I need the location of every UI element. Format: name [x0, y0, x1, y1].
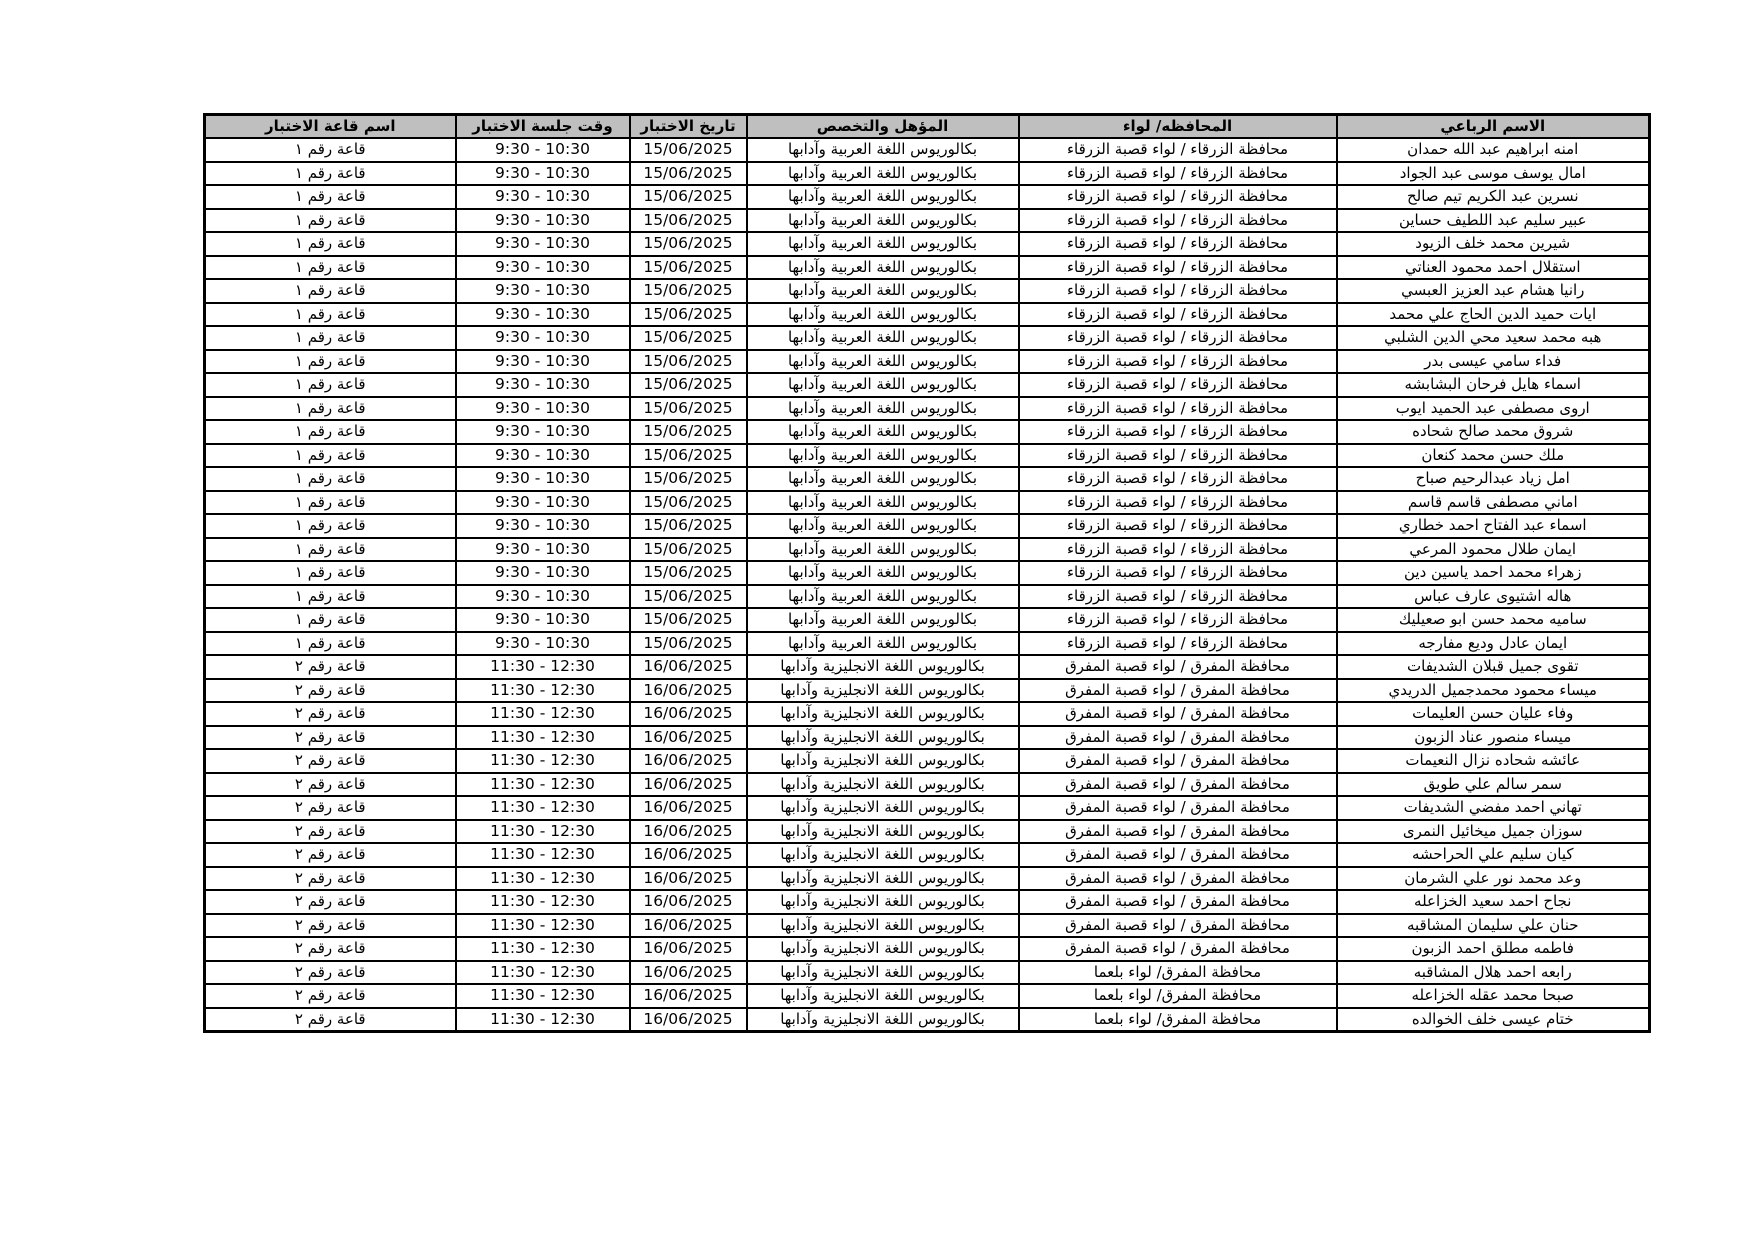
cell-hall: قاعة رقم ٢ — [205, 1008, 456, 1032]
cell-qual: بكالوريوس اللغة العربية وآدابها — [747, 538, 1019, 562]
cell-gov: محافظة الزرقاء / لواء قصبة الزرقاء — [1019, 138, 1337, 162]
cell-gov: محافظة الزرقاء / لواء قصبة الزرقاء — [1019, 467, 1337, 491]
cell-date: 15/06/2025 — [630, 444, 747, 468]
column-header-qual: المؤهل والتخصص — [747, 115, 1019, 139]
cell-date: 16/06/2025 — [630, 984, 747, 1008]
cell-hall: قاعة رقم ١ — [205, 350, 456, 374]
cell-time: 9:30 - 10:30 — [456, 256, 630, 280]
cell-time: 11:30 - 12:30 — [456, 984, 630, 1008]
cell-qual: بكالوريوس اللغة العربية وآدابها — [747, 326, 1019, 350]
cell-date: 16/06/2025 — [630, 702, 747, 726]
cell-hall: قاعة رقم ١ — [205, 232, 456, 256]
cell-time: 9:30 - 10:30 — [456, 279, 630, 303]
cell-name: هبه محمد سعيد محي الدين الشلبي — [1337, 326, 1650, 350]
cell-time: 11:30 - 12:30 — [456, 773, 630, 797]
cell-date: 16/06/2025 — [630, 843, 747, 867]
table-row — [205, 773, 1650, 797]
table-row — [205, 1008, 1650, 1032]
cell-time: 11:30 - 12:30 — [456, 655, 630, 679]
cell-name: اماني مصطفى قاسم قاسم — [1337, 491, 1650, 515]
cell-gov: محافظة المفرق/ لواء بلعما — [1019, 984, 1337, 1008]
table-row — [205, 209, 1650, 233]
cell-gov: محافظة المفرق/ لواء بلعما — [1019, 961, 1337, 985]
cell-name: شيرين محمد خلف الزيود — [1337, 232, 1650, 256]
cell-time: 11:30 - 12:30 — [456, 867, 630, 891]
cell-qual: بكالوريوس اللغة العربية وآدابها — [747, 209, 1019, 233]
cell-name: تقوى جميل قبلان الشديفات — [1337, 655, 1650, 679]
cell-name: امنه ابراهيم عبد الله حمدان — [1337, 138, 1650, 162]
cell-time: 9:30 - 10:30 — [456, 561, 630, 585]
cell-qual: بكالوريوس اللغة الانجليزية وآدابها — [747, 984, 1019, 1008]
table-row — [205, 397, 1650, 421]
cell-gov: محافظة الزرقاء / لواء قصبة الزرقاء — [1019, 256, 1337, 280]
cell-name: ختام عيسى خلف الخوالده — [1337, 1008, 1650, 1032]
cell-gov: محافظة المفرق / لواء قصبة المفرق — [1019, 655, 1337, 679]
table-row — [205, 420, 1650, 444]
cell-name: فداء سامي عيسى بدر — [1337, 350, 1650, 374]
cell-gov: محافظة الزرقاء / لواء قصبة الزرقاء — [1019, 373, 1337, 397]
cell-date: 15/06/2025 — [630, 138, 747, 162]
cell-hall: قاعة رقم ١ — [205, 397, 456, 421]
cell-date: 16/06/2025 — [630, 1008, 747, 1032]
cell-qual: بكالوريوس اللغة الانجليزية وآدابها — [747, 726, 1019, 750]
cell-qual: بكالوريوس اللغة العربية وآدابها — [747, 491, 1019, 515]
cell-time: 9:30 - 10:30 — [456, 467, 630, 491]
cell-gov: محافظة المفرق / لواء قصبة المفرق — [1019, 679, 1337, 703]
column-header-gov: المحافظه/ لواء — [1019, 115, 1337, 139]
cell-name: تهاني احمد مفضي الشديفات — [1337, 796, 1650, 820]
cell-hall: قاعة رقم ٢ — [205, 679, 456, 703]
cell-time: 9:30 - 10:30 — [456, 608, 630, 632]
cell-gov: محافظة المفرق / لواء قصبة المفرق — [1019, 749, 1337, 773]
cell-date: 15/06/2025 — [630, 256, 747, 280]
cell-qual: بكالوريوس اللغة العربية وآدابها — [747, 561, 1019, 585]
cell-gov: محافظة الزرقاء / لواء قصبة الزرقاء — [1019, 232, 1337, 256]
cell-gov: محافظة الزرقاء / لواء قصبة الزرقاء — [1019, 350, 1337, 374]
table-row — [205, 138, 1650, 162]
cell-qual: بكالوريوس اللغة الانجليزية وآدابها — [747, 820, 1019, 844]
cell-hall: قاعة رقم ٢ — [205, 984, 456, 1008]
cell-hall: قاعة رقم ١ — [205, 491, 456, 515]
table-row — [205, 467, 1650, 491]
cell-date: 15/06/2025 — [630, 585, 747, 609]
table-row — [205, 937, 1650, 961]
table-row — [205, 585, 1650, 609]
table-row — [205, 326, 1650, 350]
cell-name: اسماء هايل فرحان البشابشه — [1337, 373, 1650, 397]
cell-qual: بكالوريوس اللغة العربية وآدابها — [747, 232, 1019, 256]
cell-date: 16/06/2025 — [630, 749, 747, 773]
cell-qual: بكالوريوس اللغة العربية وآدابها — [747, 162, 1019, 186]
cell-name: استقلال احمد محمود العناتي — [1337, 256, 1650, 280]
cell-time: 11:30 - 12:30 — [456, 890, 630, 914]
cell-gov: محافظة الزرقاء / لواء قصبة الزرقاء — [1019, 561, 1337, 585]
cell-name: سمر سالم علي طويق — [1337, 773, 1650, 797]
table-row — [205, 514, 1650, 538]
cell-hall: قاعة رقم ١ — [205, 185, 456, 209]
cell-gov: محافظة الزرقاء / لواء قصبة الزرقاء — [1019, 514, 1337, 538]
cell-time: 9:30 - 10:30 — [456, 232, 630, 256]
table-row — [205, 726, 1650, 750]
cell-date: 15/06/2025 — [630, 350, 747, 374]
cell-name: ملك حسن محمد كنعان — [1337, 444, 1650, 468]
cell-qual: بكالوريوس اللغة العربية وآدابها — [747, 256, 1019, 280]
cell-qual: بكالوريوس اللغة الانجليزية وآدابها — [747, 773, 1019, 797]
column-header-date: تاريخ الاختبار — [630, 115, 747, 139]
cell-qual: بكالوريوس اللغة العربية وآدابها — [747, 585, 1019, 609]
cell-name: رابعه احمد هلال المشاقبه — [1337, 961, 1650, 985]
cell-time: 11:30 - 12:30 — [456, 726, 630, 750]
cell-name: سوزان جميل ميخائيل النمرى — [1337, 820, 1650, 844]
cell-gov: محافظة الزرقاء / لواء قصبة الزرقاء — [1019, 420, 1337, 444]
table-row — [205, 491, 1650, 515]
cell-time: 11:30 - 12:30 — [456, 820, 630, 844]
table-row — [205, 538, 1650, 562]
cell-hall: قاعة رقم ٢ — [205, 820, 456, 844]
cell-date: 16/06/2025 — [630, 890, 747, 914]
cell-name: رانيا هشام عبد العزيز العبسي — [1337, 279, 1650, 303]
cell-date: 16/06/2025 — [630, 679, 747, 703]
cell-date: 15/06/2025 — [630, 561, 747, 585]
table-row — [205, 749, 1650, 773]
cell-hall: قاعة رقم ١ — [205, 279, 456, 303]
cell-name: نجاح احمد سعيد الخزاعله — [1337, 890, 1650, 914]
table-row — [205, 702, 1650, 726]
table-row — [205, 162, 1650, 186]
cell-hall: قاعة رقم ١ — [205, 632, 456, 656]
cell-name: هاله اشتيوى عارف عباس — [1337, 585, 1650, 609]
cell-qual: بكالوريوس اللغة العربية وآدابها — [747, 420, 1019, 444]
cell-date: 16/06/2025 — [630, 726, 747, 750]
cell-qual: بكالوريوس اللغة العربية وآدابها — [747, 514, 1019, 538]
cell-date: 15/06/2025 — [630, 397, 747, 421]
cell-hall: قاعة رقم ٢ — [205, 796, 456, 820]
cell-date: 15/06/2025 — [630, 632, 747, 656]
cell-date: 15/06/2025 — [630, 538, 747, 562]
cell-time: 11:30 - 12:30 — [456, 1008, 630, 1032]
cell-date: 15/06/2025 — [630, 467, 747, 491]
cell-name: عبير سليم عبد اللطيف حساين — [1337, 209, 1650, 233]
cell-date: 15/06/2025 — [630, 162, 747, 186]
cell-gov: محافظة المفرق / لواء قصبة المفرق — [1019, 867, 1337, 891]
cell-hall: قاعة رقم ١ — [205, 420, 456, 444]
cell-hall: قاعة رقم ١ — [205, 162, 456, 186]
column-header-name: الاسم الرباعي — [1337, 115, 1650, 139]
table-row — [205, 561, 1650, 585]
cell-name: صبحا محمد عقله الخزاعله — [1337, 984, 1650, 1008]
cell-qual: بكالوريوس اللغة الانجليزية وآدابها — [747, 702, 1019, 726]
cell-gov: محافظة الزرقاء / لواء قصبة الزرقاء — [1019, 632, 1337, 656]
cell-time: 9:30 - 10:30 — [456, 162, 630, 186]
cell-gov: محافظة الزرقاء / لواء قصبة الزرقاء — [1019, 585, 1337, 609]
cell-time: 9:30 - 10:30 — [456, 420, 630, 444]
cell-hall: قاعة رقم ٢ — [205, 890, 456, 914]
cell-hall: قاعة رقم ٢ — [205, 726, 456, 750]
cell-date: 15/06/2025 — [630, 303, 747, 327]
cell-hall: قاعة رقم ١ — [205, 138, 456, 162]
cell-gov: محافظة المفرق / لواء قصبة المفرق — [1019, 773, 1337, 797]
cell-hall: قاعة رقم ١ — [205, 585, 456, 609]
cell-hall: قاعة رقم ١ — [205, 467, 456, 491]
cell-gov: محافظة الزرقاء / لواء قصبة الزرقاء — [1019, 397, 1337, 421]
cell-qual: بكالوريوس اللغة الانجليزية وآدابها — [747, 749, 1019, 773]
cell-name: ايمان طلال محمود المرعي — [1337, 538, 1650, 562]
cell-time: 11:30 - 12:30 — [456, 843, 630, 867]
cell-name: نسرين عبد الكريم تيم صالح — [1337, 185, 1650, 209]
cell-time: 11:30 - 12:30 — [456, 937, 630, 961]
cell-name: ميساء محمود محمدجميل الدريدي — [1337, 679, 1650, 703]
cell-hall: قاعة رقم ٢ — [205, 655, 456, 679]
cell-gov: محافظة المفرق / لواء قصبة المفرق — [1019, 726, 1337, 750]
cell-date: 15/06/2025 — [630, 420, 747, 444]
cell-qual: بكالوريوس اللغة الانجليزية وآدابها — [747, 796, 1019, 820]
table-row — [205, 232, 1650, 256]
cell-hall: قاعة رقم ٢ — [205, 867, 456, 891]
table-row — [205, 820, 1650, 844]
column-header-time: وقت جلسة الاختبار — [456, 115, 630, 139]
cell-time: 9:30 - 10:30 — [456, 303, 630, 327]
cell-gov: محافظة المفرق / لواء قصبة المفرق — [1019, 820, 1337, 844]
table-row — [205, 984, 1650, 1008]
cell-time: 9:30 - 10:30 — [456, 209, 630, 233]
cell-gov: محافظة المفرق/ لواء بلعما — [1019, 1008, 1337, 1032]
cell-time: 9:30 - 10:30 — [456, 585, 630, 609]
cell-hall: قاعة رقم ٢ — [205, 961, 456, 985]
cell-time: 9:30 - 10:30 — [456, 491, 630, 515]
cell-hall: قاعة رقم ١ — [205, 444, 456, 468]
cell-time: 9:30 - 10:30 — [456, 538, 630, 562]
cell-qual: بكالوريوس اللغة العربية وآدابها — [747, 467, 1019, 491]
cell-hall: قاعة رقم ٢ — [205, 749, 456, 773]
cell-date: 16/06/2025 — [630, 820, 747, 844]
cell-qual: بكالوريوس اللغة العربية وآدابها — [747, 350, 1019, 374]
cell-time: 9:30 - 10:30 — [456, 514, 630, 538]
cell-gov: محافظة الزرقاء / لواء قصبة الزرقاء — [1019, 162, 1337, 186]
cell-hall: قاعة رقم ٢ — [205, 773, 456, 797]
cell-gov: محافظة الزرقاء / لواء قصبة الزرقاء — [1019, 185, 1337, 209]
cell-qual: بكالوريوس اللغة الانجليزية وآدابها — [747, 937, 1019, 961]
cell-date: 16/06/2025 — [630, 937, 747, 961]
table-row — [205, 679, 1650, 703]
cell-gov: محافظة الزرقاء / لواء قصبة الزرقاء — [1019, 209, 1337, 233]
cell-qual: بكالوريوس اللغة العربية وآدابها — [747, 444, 1019, 468]
cell-date: 15/06/2025 — [630, 608, 747, 632]
cell-time: 9:30 - 10:30 — [456, 632, 630, 656]
cell-gov: محافظة المفرق / لواء قصبة المفرق — [1019, 702, 1337, 726]
cell-hall: قاعة رقم ٢ — [205, 843, 456, 867]
cell-gov: محافظة الزرقاء / لواء قصبة الزرقاء — [1019, 608, 1337, 632]
cell-date: 16/06/2025 — [630, 796, 747, 820]
cell-hall: قاعة رقم ١ — [205, 373, 456, 397]
cell-hall: قاعة رقم ١ — [205, 209, 456, 233]
table-row — [205, 914, 1650, 938]
cell-time: 11:30 - 12:30 — [456, 961, 630, 985]
cell-name: وعد محمد نور علي الشرمان — [1337, 867, 1650, 891]
table-row — [205, 890, 1650, 914]
cell-hall: قاعة رقم ١ — [205, 326, 456, 350]
cell-date: 16/06/2025 — [630, 961, 747, 985]
table-row — [205, 256, 1650, 280]
cell-name: زهراء محمد احمد ياسين دين — [1337, 561, 1650, 585]
cell-gov: محافظة المفرق / لواء قصبة المفرق — [1019, 890, 1337, 914]
cell-time: 9:30 - 10:30 — [456, 138, 630, 162]
cell-time: 9:30 - 10:30 — [456, 350, 630, 374]
cell-date: 15/06/2025 — [630, 209, 747, 233]
cell-gov: محافظة الزرقاء / لواء قصبة الزرقاء — [1019, 326, 1337, 350]
cell-gov: محافظة المفرق / لواء قصبة المفرق — [1019, 843, 1337, 867]
table-header-row — [205, 115, 1650, 139]
cell-date: 15/06/2025 — [630, 514, 747, 538]
cell-qual: بكالوريوس اللغة العربية وآدابها — [747, 138, 1019, 162]
table-row — [205, 843, 1650, 867]
table-row — [205, 796, 1650, 820]
cell-gov: محافظة الزرقاء / لواء قصبة الزرقاء — [1019, 303, 1337, 327]
cell-time: 9:30 - 10:30 — [456, 185, 630, 209]
table-row — [205, 961, 1650, 985]
cell-gov: محافظة الزرقاء / لواء قصبة الزرقاء — [1019, 491, 1337, 515]
cell-date: 15/06/2025 — [630, 373, 747, 397]
table-body — [205, 138, 1650, 1032]
cell-qual: بكالوريوس اللغة الانجليزية وآدابها — [747, 961, 1019, 985]
cell-time: 9:30 - 10:30 — [456, 397, 630, 421]
cell-name: ميساء منصور عناد الزبون — [1337, 726, 1650, 750]
table-row — [205, 608, 1650, 632]
cell-date: 15/06/2025 — [630, 185, 747, 209]
cell-hall: قاعة رقم ١ — [205, 561, 456, 585]
cell-date: 15/06/2025 — [630, 326, 747, 350]
cell-date: 15/06/2025 — [630, 279, 747, 303]
table-row — [205, 303, 1650, 327]
cell-hall: قاعة رقم ١ — [205, 538, 456, 562]
cell-gov: محافظة الزرقاء / لواء قصبة الزرقاء — [1019, 444, 1337, 468]
cell-name: اروى مصطفى عبد الحميد ايوب — [1337, 397, 1650, 421]
cell-name: ساميه محمد حسن ابو صعيليك — [1337, 608, 1650, 632]
cell-hall: قاعة رقم ١ — [205, 256, 456, 280]
table-row — [205, 444, 1650, 468]
cell-name: عائشه شحاده نزال النعيمات — [1337, 749, 1650, 773]
table-row — [205, 350, 1650, 374]
cell-qual: بكالوريوس اللغة الانجليزية وآدابها — [747, 679, 1019, 703]
cell-time: 11:30 - 12:30 — [456, 679, 630, 703]
cell-qual: بكالوريوس اللغة الانجليزية وآدابها — [747, 867, 1019, 891]
table-row — [205, 655, 1650, 679]
cell-date: 16/06/2025 — [630, 914, 747, 938]
table-row — [205, 373, 1650, 397]
cell-name: اسماء عبد الفتاح احمد خطاري — [1337, 514, 1650, 538]
cell-hall: قاعة رقم ٢ — [205, 914, 456, 938]
cell-time: 11:30 - 12:30 — [456, 749, 630, 773]
cell-hall: قاعة رقم ٢ — [205, 937, 456, 961]
cell-date: 16/06/2025 — [630, 773, 747, 797]
table-row — [205, 279, 1650, 303]
cell-hall: قاعة رقم ٢ — [205, 702, 456, 726]
cell-hall: قاعة رقم ١ — [205, 303, 456, 327]
cell-name: امل زياد عبدالرحيم صباح — [1337, 467, 1650, 491]
cell-name: كيان سليم علي الحراحشه — [1337, 843, 1650, 867]
cell-qual: بكالوريوس اللغة العربية وآدابها — [747, 303, 1019, 327]
cell-time: 11:30 - 12:30 — [456, 796, 630, 820]
table-row — [205, 867, 1650, 891]
cell-hall: قاعة رقم ١ — [205, 608, 456, 632]
cell-name: امال يوسف موسى عبد الجواد — [1337, 162, 1650, 186]
cell-qual: بكالوريوس اللغة الانجليزية وآدابها — [747, 1008, 1019, 1032]
cell-date: 16/06/2025 — [630, 655, 747, 679]
cell-time: 9:30 - 10:30 — [456, 326, 630, 350]
cell-name: شروق محمد صالح شحاده — [1337, 420, 1650, 444]
cell-name: ايمان عادل وديع مفارجه — [1337, 632, 1650, 656]
cell-time: 11:30 - 12:30 — [456, 702, 630, 726]
cell-qual: بكالوريوس اللغة الانجليزية وآدابها — [747, 890, 1019, 914]
cell-qual: بكالوريوس اللغة الانجليزية وآدابها — [747, 843, 1019, 867]
exam-schedule-table — [203, 113, 1651, 1033]
cell-gov: محافظة الزرقاء / لواء قصبة الزرقاء — [1019, 279, 1337, 303]
column-header-hall: اسم قاعة الاختبار — [205, 115, 456, 139]
cell-qual: بكالوريوس اللغة العربية وآدابها — [747, 373, 1019, 397]
cell-name: وفاء عليان حسن العليمات — [1337, 702, 1650, 726]
cell-qual: بكالوريوس اللغة الانجليزية وآدابها — [747, 655, 1019, 679]
cell-gov: محافظة المفرق / لواء قصبة المفرق — [1019, 914, 1337, 938]
cell-date: 15/06/2025 — [630, 491, 747, 515]
cell-time: 9:30 - 10:30 — [456, 444, 630, 468]
cell-time: 9:30 - 10:30 — [456, 373, 630, 397]
cell-gov: محافظة المفرق / لواء قصبة المفرق — [1019, 937, 1337, 961]
cell-qual: بكالوريوس اللغة العربية وآدابها — [747, 185, 1019, 209]
cell-qual: بكالوريوس اللغة الانجليزية وآدابها — [747, 914, 1019, 938]
cell-date: 16/06/2025 — [630, 867, 747, 891]
cell-name: حنان علي سليمان المشاقبه — [1337, 914, 1650, 938]
cell-qual: بكالوريوس اللغة العربية وآدابها — [747, 608, 1019, 632]
cell-name: ايات حميد الدين الحاج علي محمد — [1337, 303, 1650, 327]
cell-time: 11:30 - 12:30 — [456, 914, 630, 938]
cell-qual: بكالوريوس اللغة العربية وآدابها — [747, 397, 1019, 421]
table-row — [205, 185, 1650, 209]
table-row — [205, 632, 1650, 656]
cell-qual: بكالوريوس اللغة العربية وآدابها — [747, 632, 1019, 656]
cell-gov: محافظة الزرقاء / لواء قصبة الزرقاء — [1019, 538, 1337, 562]
cell-gov: محافظة المفرق / لواء قصبة المفرق — [1019, 796, 1337, 820]
cell-name: فاطمه مطلق احمد الزبون — [1337, 937, 1650, 961]
cell-hall: قاعة رقم ١ — [205, 514, 456, 538]
cell-qual: بكالوريوس اللغة العربية وآدابها — [747, 279, 1019, 303]
cell-date: 15/06/2025 — [630, 232, 747, 256]
